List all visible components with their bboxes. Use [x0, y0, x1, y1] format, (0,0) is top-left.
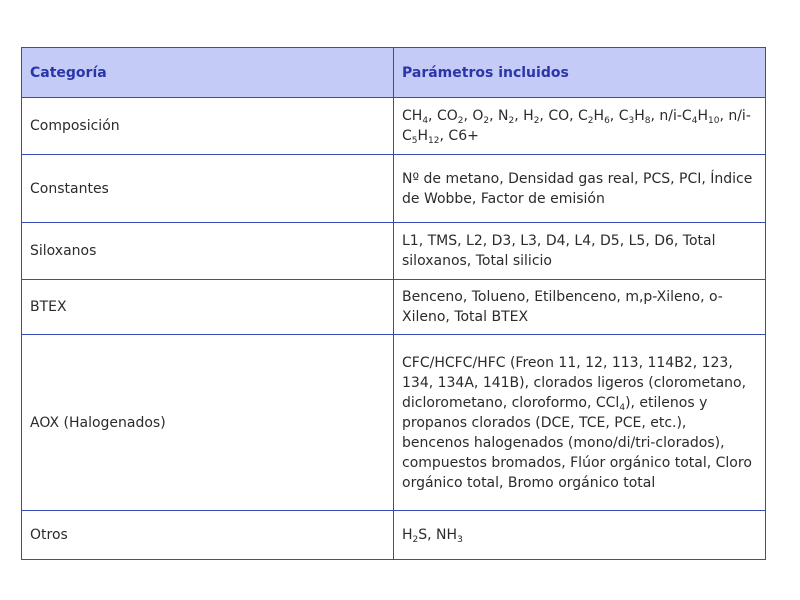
parameters-cell: $CH_4$, $CO_2$, $O_2$, $N_2$, $H_2$, CO, $C_2H_6$, $C_3H_8$, $n/i-C_4H_{10}$, $n/i-C_5H_{12}$, C6+: [394, 98, 766, 155]
parameters-cell: $H_2S$, $NH_3$: [394, 511, 766, 560]
category-cell: AOX (Halogenados): [22, 335, 394, 511]
table-row: [22, 155, 766, 223]
table-row: [22, 511, 766, 560]
table-row: [22, 98, 766, 155]
table-row: [22, 335, 766, 511]
parameters-cell: L1, TMS, L2, D3, L3, D4, L4, D5, L5, D6, Total siloxanos, Total silicio: [394, 223, 766, 280]
category-cell: Siloxanos: [22, 223, 394, 280]
table-row: [22, 280, 766, 335]
category-cell: BTEX: [22, 280, 394, 335]
category-cell: Composición: [22, 98, 394, 155]
category-cell: Otros: [22, 511, 394, 560]
parameters-cell: Benceno, Tolueno, Etilbenceno, m,p-Xileno, o-Xileno, Total BTEX: [394, 280, 766, 335]
parameters-table: [21, 47, 766, 560]
parameters-cell: Nº de metano, Densidad gas real, PCS, PCI, Índice de Wobbe, Factor de emisión: [394, 155, 766, 223]
header-category: Categoría: [22, 48, 394, 98]
category-cell: Constantes: [22, 155, 394, 223]
table-header-row: [22, 48, 766, 98]
parameters-cell: CFC/HCFC/HFC (Freon 11, 12, 113, 114B2, 123, 134, 134A, 141B), clorados ligeros (clorometano, diclorometano, cloroformo, CCl$_4$), etilenos y propanos clorados (DCE, TCE, PCE, etc.), bencenos halogenados (mono/di/tri-clorados), compuestos bromados, Flúor orgánico total, Cloro orgánico total, Bromo orgánico total: [394, 335, 766, 511]
header-parameters: Parámetros incluidos: [394, 48, 766, 98]
table-row: [22, 223, 766, 280]
